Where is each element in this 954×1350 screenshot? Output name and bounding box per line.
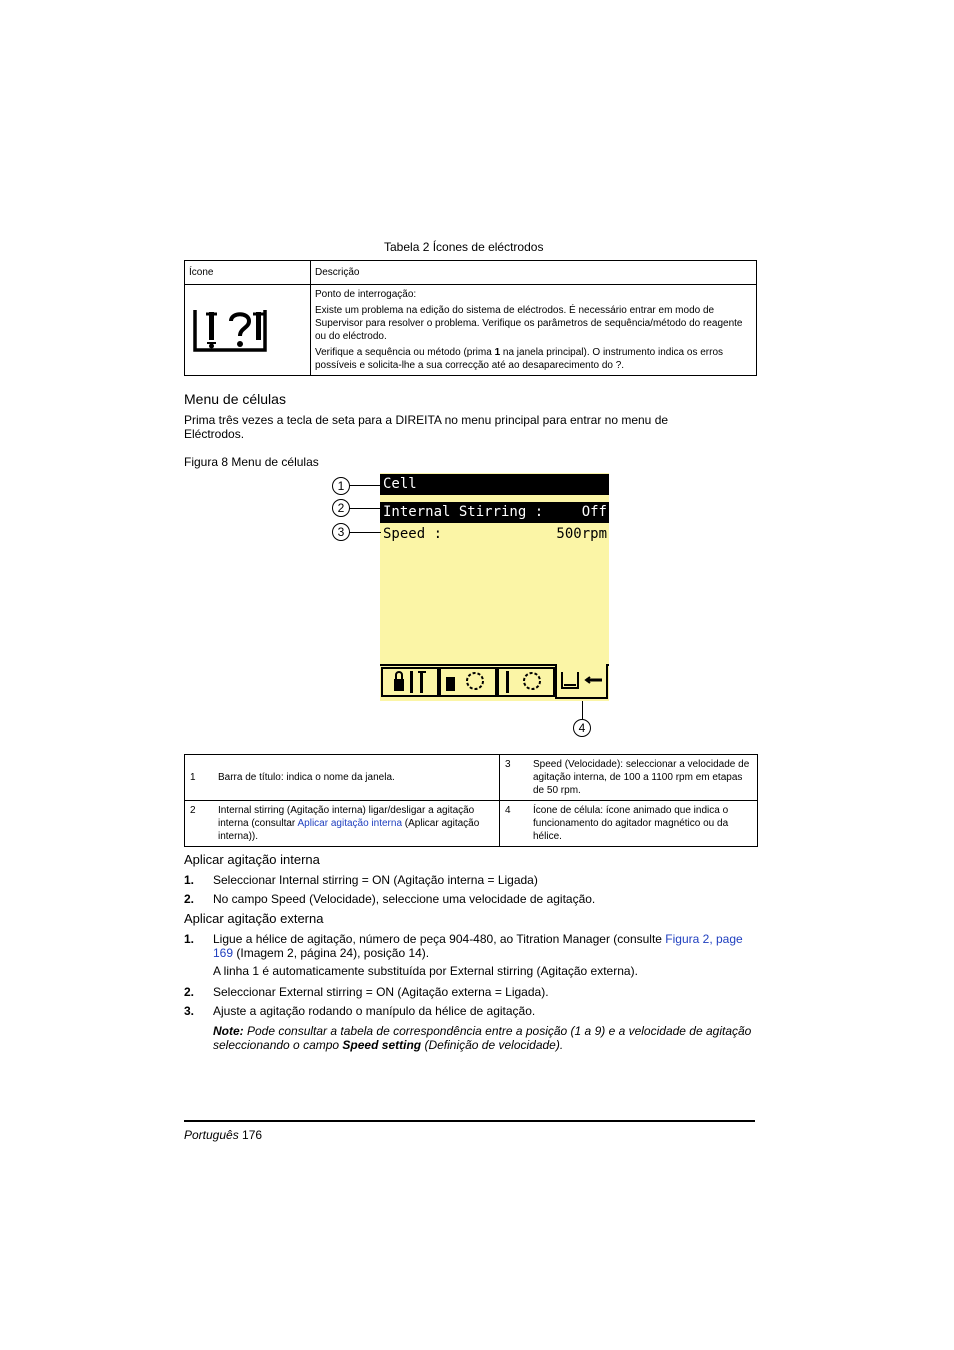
- legend-1: [185, 755, 500, 801]
- lcd-screen: [380, 473, 609, 701]
- external-step-2: [184, 985, 754, 999]
- figure-2-link[interactable]: Figura 2, page 169: [213, 932, 743, 960]
- external-note-text: [213, 1024, 753, 1052]
- tab-electrode-lock[interactable]: [382, 668, 438, 696]
- legend-3: [500, 755, 758, 801]
- e1-a: Ligue a hélice de agitação, número de peça 904-480, ao Titration Manager (consulte: [213, 932, 666, 946]
- col-header-icon: Ícone: [185, 261, 311, 285]
- legend-table: [184, 754, 758, 847]
- note-a: Pode consultar a tabela de correspondência entre a posição (1 a 9) e a velocidade de agitação seleccionando o campo: [213, 1024, 752, 1052]
- legend-4-term: Ícone de célula: [533, 805, 601, 816]
- legend-2-term: Internal stirring: [218, 805, 285, 816]
- tab-electrode-sun[interactable]: [498, 668, 554, 696]
- section-intro: [184, 413, 724, 441]
- external-step-1-sub-text: [213, 964, 753, 978]
- e1-sub-b: (Agitação externa).: [533, 964, 638, 978]
- s1-a: Seleccionar: [213, 873, 280, 887]
- internal-step-1-text: [213, 873, 753, 887]
- footer-rule: [184, 1120, 755, 1122]
- external-title: Aplicar agitação externa: [184, 911, 324, 926]
- callout-line-1: [349, 485, 381, 486]
- table-row: [185, 285, 757, 376]
- internal-step-2-text: [213, 892, 753, 906]
- internal-stirring-value: Off: [581, 504, 607, 520]
- external-note: [184, 1024, 754, 1054]
- note-label: Note:: [213, 1024, 244, 1038]
- table-header-row: [185, 261, 757, 285]
- s2-key: Speed: [271, 892, 306, 906]
- legend-4-num: 4: [505, 805, 511, 816]
- legend-2-num: 2: [190, 805, 196, 816]
- note-key: Speed setting: [342, 1038, 422, 1052]
- screen-title-bar: [380, 474, 609, 495]
- footer: [184, 1128, 262, 1142]
- e1-sub-a: A linha 1 é automaticamente substituída por: [213, 964, 450, 978]
- internal-step-1-num: 1.: [184, 873, 195, 887]
- callout-3: 3: [332, 523, 350, 541]
- s1-key: Internal stirring = ON: [279, 873, 391, 887]
- e1-b: (Imagem 2, página 24), posição 14).: [233, 946, 430, 960]
- legend-3-num: 3: [505, 759, 511, 770]
- screen-tab-bar: [380, 664, 609, 701]
- callout-2: 2: [332, 499, 350, 517]
- external-step-1-text: [213, 932, 753, 960]
- s2-b: (Velocidade), seleccione uma velocidade de agitação.: [305, 892, 596, 906]
- screen-title: Cell: [383, 476, 417, 492]
- internal-stirring-link[interactable]: Aplicar agitação interna: [297, 818, 403, 829]
- e2-key: External stirring = ON: [279, 985, 395, 999]
- footer-page-number: 176: [242, 1128, 263, 1142]
- e1-sub-key: External stirring: [449, 964, 534, 978]
- e2-a: Seleccionar: [213, 985, 280, 999]
- table-row: [185, 801, 758, 847]
- external-step-1-num: 1.: [184, 932, 195, 946]
- callout-1: 1: [332, 477, 350, 495]
- internal-stirring-row[interactable]: [380, 502, 609, 523]
- intro-text-2: no menu principal para entrar no menu de Eléctrodos.: [184, 413, 669, 441]
- legend-4: [500, 801, 758, 847]
- cell-icon[interactable]: [556, 664, 607, 698]
- callout-line-2: [349, 508, 381, 509]
- figure-caption: Figura 8 Menu de células: [184, 455, 319, 469]
- legend-1-term: Barra de título: [218, 772, 281, 783]
- external-step-1: [184, 932, 754, 962]
- row-title: Ponto de interrogação:: [315, 289, 417, 300]
- electrode-question-icon: [192, 306, 270, 354]
- external-step-1-sub: [184, 964, 754, 978]
- row-paragraph-1: Existe um problema na edição do sistema de eléctrodos. É necessário entrar em modo de Supervisor para resolver o problema. Verifique os parâmetros de sequência/método do reagente ou do eléctrodo.: [315, 305, 743, 342]
- callout-line-3: [349, 532, 381, 533]
- legend-4-text: : ícone animado que indica o funcionamento do agitador magnético ou da hélice.: [533, 805, 729, 842]
- s2-a: No campo: [213, 892, 272, 906]
- legend-2-text: (Agitação interna) ligar/desligar a agitação interna (consultar: [218, 805, 475, 829]
- e2-b: (Agitação externa = Ligada).: [394, 985, 549, 999]
- note-b: (Definição de velocidade).: [421, 1038, 564, 1052]
- internal-step-2: [184, 892, 754, 906]
- tab-reagent-lock[interactable]: [440, 668, 496, 696]
- legend-2-text-2: (Aplicar agitação interna)).: [218, 818, 480, 842]
- icon-cell: [185, 285, 311, 376]
- external-step-3-num: 3.: [184, 1004, 195, 1018]
- row-p2-text-2: na janela principal). O instrumento indica os erros possíveis e solicita-lhe a sua correcção até ao desaparecimento do ?.: [315, 347, 724, 371]
- legend-2: [185, 801, 500, 847]
- row-p2-text: Verifique a sequência ou método (prima: [315, 347, 495, 358]
- intro-key: DIREITA: [395, 413, 442, 427]
- speed-row[interactable]: [380, 524, 609, 545]
- legend-3-term: Speed: [533, 759, 562, 770]
- icons-table: [184, 260, 757, 376]
- external-step-3: [184, 1004, 754, 1018]
- callout-4: 4: [573, 719, 591, 737]
- external-step-2-text: [213, 985, 753, 999]
- callout-line-4: [582, 701, 583, 719]
- legend-3-text: (Velocidade): seleccionar a velocidade de agitação interna, de 100 a 1100 rpm em etapas de 50 rpm.: [533, 759, 750, 796]
- desc-cell: [311, 285, 757, 376]
- internal-step-2-num: 2.: [184, 892, 195, 906]
- external-step-2-num: 2.: [184, 985, 195, 999]
- col-header-desc: Descrição: [311, 261, 757, 285]
- external-step-3-text: Ajuste a agitação rodando o manípulo da hélice de agitação.: [213, 1004, 536, 1018]
- legend-1-num: 1: [190, 772, 196, 783]
- internal-title: Aplicar agitação interna: [184, 852, 320, 867]
- row-paragraph-2: [315, 346, 752, 372]
- internal-step-1: [184, 873, 754, 887]
- table-caption: Tabela 2 Ícones de eléctrodos: [384, 240, 544, 254]
- row-p2-key: 1: [494, 347, 501, 358]
- internal-stirring-label: Internal Stirring :: [383, 504, 544, 520]
- legend-1-text: : indica o nome da janela.: [280, 772, 395, 783]
- s1-b: (Agitação interna = Ligada): [390, 873, 538, 887]
- footer-language: Português: [184, 1128, 239, 1142]
- speed-label: Speed :: [383, 526, 443, 542]
- section-title: Menu de células: [184, 391, 286, 407]
- intro-text: Prima três vezes a tecla de seta para a: [184, 413, 396, 427]
- table-row: [185, 755, 758, 801]
- speed-value: 500rpm: [556, 526, 607, 542]
